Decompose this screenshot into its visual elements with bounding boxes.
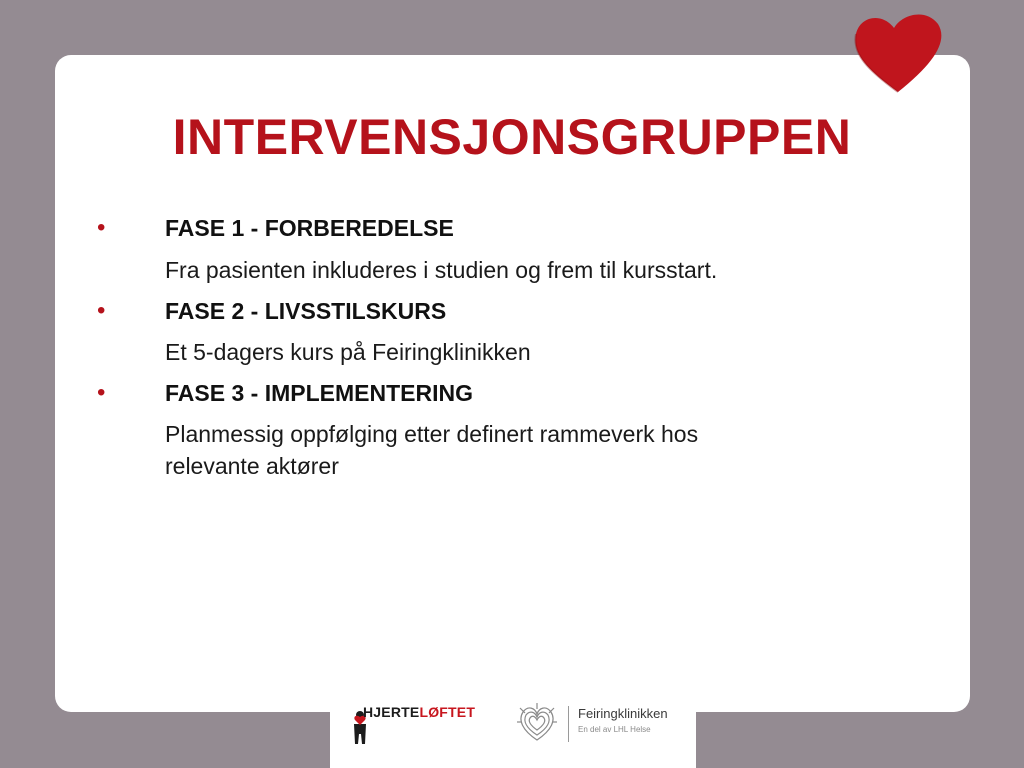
phase-1-description: Fra pasienten inkluderes i studien og frem til kursstart. [165, 257, 718, 283]
phase-3-description-line-1: Planmessig oppfølging etter definert rammeverk hos [165, 421, 699, 447]
feiringklinikken-mark-icon [516, 702, 558, 744]
bullet-icon: • [97, 214, 106, 241]
hjerteloftet-logo-text [363, 704, 475, 720]
phase-3-heading: FASE 3 - IMPLEMENTERING [165, 380, 473, 406]
heart-icon [848, 10, 948, 96]
bullet-icon: • [97, 297, 106, 324]
feiringklinikken-subtitle: En del av LHL Helse [578, 725, 651, 734]
hjerteloftet-part1: HJERTE [363, 704, 420, 720]
phase-1-heading: FASE 1 - FORBEREDELSE [165, 215, 454, 241]
phase-3-description-line-2: relevante aktører [165, 453, 339, 479]
hjerteloftet-part2: LØFTET [419, 704, 476, 720]
feiringklinikken-name: Feiringklinikken [578, 706, 668, 721]
slide-title: INTERVENSJONSGRUPPEN [172, 109, 852, 165]
logo-divider [568, 706, 569, 742]
bullet-icon: • [97, 379, 106, 406]
phase-2-heading: FASE 2 - LIVSSTILSKURS [165, 298, 447, 324]
phase-2-description: Et 5-dagers kurs på Feiringklinikken [165, 339, 531, 365]
footer-logo-bar [330, 692, 696, 768]
